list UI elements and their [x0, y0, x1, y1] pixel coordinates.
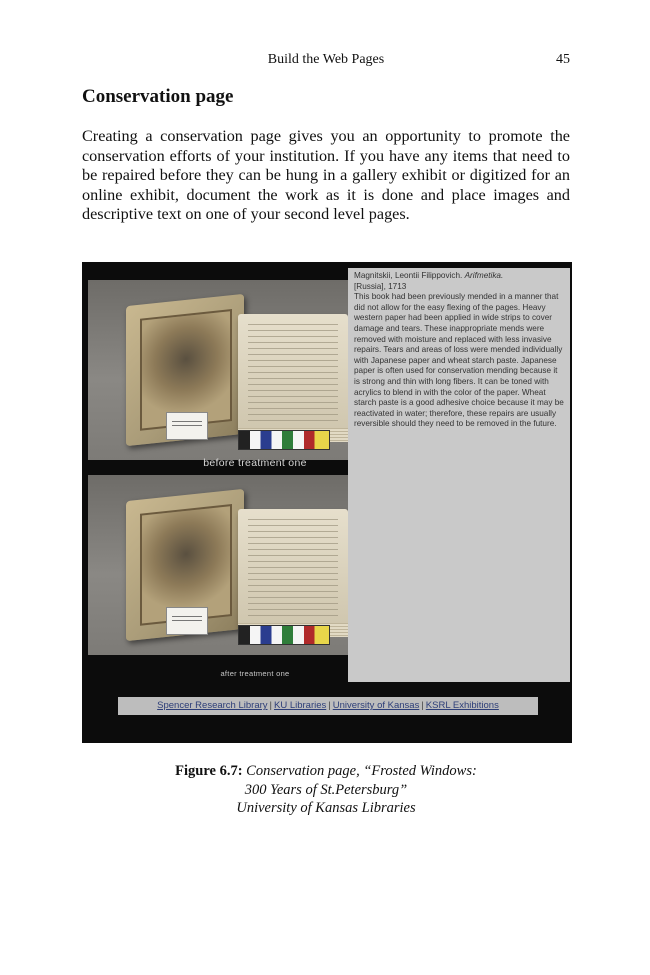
site-footer: [84, 688, 570, 726]
figure-caption: [82, 762, 570, 818]
label-card: [166, 412, 208, 440]
footer-link-exhibitions[interactable]: KSRL Exhibitions: [425, 700, 499, 711]
description-text: This book had been previously mended in a manner that did not allow for the easy flexing of the pages. Heavy western paper had been applied in wide strips to cover damage and tears. These inappropriate mends were removed with moisture and replaced with less invasive repairs. Tears and areas of loss were mended individually with Japanese paper and wheat starch paste. Japanese paper is often used for conservation mending because it is strong and thin with long fibers. It can be toned with acrylics to blend in with the color of the paper. Wheat starch paste is a good adhesive choice because it may be reactivated in water; therefore, these repairs are usually reversible should they need to be removed in the future.: [354, 292, 564, 429]
book-right-page: [238, 509, 348, 627]
color-calibration-bar: [238, 430, 330, 450]
book-author: Magnitskii, Leontii Filippovich.: [354, 271, 463, 280]
figure-caption-line2: 300 Years of St.Petersburg”: [244, 781, 408, 798]
body-paragraph: Creating a conservation page gives you an opportunity to promote the conservation efforts of your institution. If you have any items that need to be repaired before they can be hung in a gallery exhibit or digitized for an online exhibit, document the work as it is done and place images and descriptive text on one of your second level pages.: [82, 127, 570, 223]
before-treatment-caption: before treatment one: [203, 457, 307, 469]
figure-caption-line1: Conservation page, “Frosted Windows:: [246, 763, 477, 779]
book-right-page: [238, 314, 348, 432]
color-calibration-bar: [238, 625, 330, 645]
figure-screenshot: [82, 262, 572, 743]
label-card: [166, 607, 208, 635]
footer-links: [118, 697, 538, 715]
footer-link-university[interactable]: University of Kansas: [332, 700, 420, 711]
page-number: 45: [556, 52, 570, 67]
book-title: Arifmetika.: [464, 271, 504, 280]
figure-caption-line3: University of Kansas Libraries: [236, 800, 416, 816]
description-panel: [348, 268, 570, 682]
footer-separator: |: [421, 700, 424, 711]
running-head-title: Build the Web Pages: [267, 52, 385, 67]
after-treatment-caption: after treatment one: [220, 669, 290, 678]
footer-link-ku-libraries[interactable]: KU Libraries: [273, 700, 327, 711]
footer-separator: |: [269, 700, 272, 711]
footer-link-spencer[interactable]: Spencer Research Library: [157, 700, 268, 711]
figure-label: Figure 6.7:: [175, 763, 243, 779]
section-heading: Conservation page: [82, 86, 234, 107]
footer-separator: |: [328, 700, 331, 711]
book-imprint: [Russia], 1713: [354, 281, 407, 291]
